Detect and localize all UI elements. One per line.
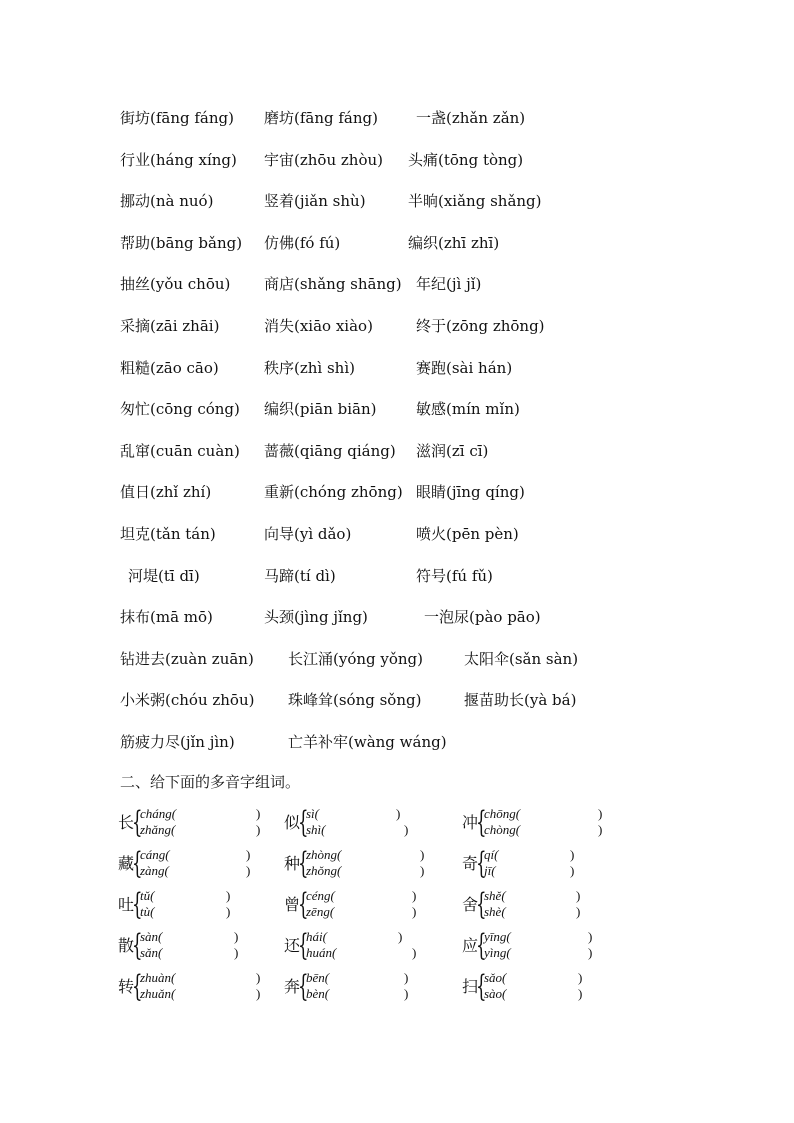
reading: hái(: [306, 929, 327, 944]
vocab-item: 行业(háng xíng): [120, 151, 237, 169]
vocab-item: 坦克(tǎn tán): [120, 525, 216, 543]
close-paren: ): [234, 945, 239, 960]
vocab-item: 亡羊补牢(wàng wáng): [288, 733, 447, 751]
polyphone-group: [118, 888, 268, 922]
close-paren: ): [412, 945, 417, 960]
vocab-item: 一泡尿(pào pāo): [424, 608, 541, 626]
brace-icon: {: [132, 887, 143, 922]
reading: yīng(: [484, 929, 511, 944]
vocab-item: 钻进去(zuàn zuān): [120, 650, 254, 668]
reading: shè(: [484, 904, 506, 919]
reading: shì(: [306, 822, 326, 837]
vocab-item: 值日(zhǐ zhí): [120, 483, 212, 501]
vocab-item: 太阳伞(sǎn sàn): [464, 650, 579, 668]
reading: jī(: [484, 863, 496, 878]
reading: tǔ(: [140, 888, 155, 903]
polyphone-char: 还: [284, 936, 301, 955]
reading: zàng(: [140, 863, 169, 878]
vocab-item: 秩序(zhì shì): [264, 359, 355, 377]
reading: sào(: [484, 986, 507, 1001]
vocab-item: 竖着(jiǎn shù): [264, 192, 366, 210]
brace-icon: {: [132, 928, 143, 963]
reading: chōng(: [484, 806, 521, 821]
polyphone-group: [284, 929, 434, 963]
polyphone-char: 似: [284, 813, 301, 832]
reading: huán(: [306, 945, 337, 960]
vocab-item: 眼睛(jīng qíng): [416, 483, 525, 501]
close-paren: ): [570, 847, 575, 862]
close-paren: ): [398, 929, 403, 944]
reading: zhòng(: [306, 847, 342, 862]
polyphone-char: 散: [118, 936, 135, 955]
close-paren: ): [404, 986, 409, 1001]
reading: zhǎng(: [140, 822, 176, 837]
close-paren: ): [256, 822, 261, 837]
vocab-item: 符号(fú fǔ): [416, 567, 493, 585]
reading: bēn(: [306, 970, 330, 985]
polyphone-char: 舍: [462, 895, 479, 914]
polyphone-group: [462, 929, 612, 963]
vocab-item: 揠苗助长(yà bá): [464, 691, 577, 709]
polyphone-char: 吐: [118, 895, 135, 914]
brace-icon: {: [298, 969, 309, 1004]
close-paren: ): [226, 888, 231, 903]
vocab-item: 抹布(mā mō): [120, 608, 213, 626]
vocab-item: 半晌(xiǎng shǎng): [408, 192, 542, 210]
polyphone-group: [118, 929, 268, 963]
reading: cáng(: [140, 847, 170, 862]
polyphone-char: 曾: [284, 895, 301, 914]
close-paren: ): [246, 847, 251, 862]
reading: chòng(: [484, 822, 521, 837]
vocab-item: 编织(zhī zhī): [408, 234, 500, 252]
vocab-item: 匆忙(cōng cóng): [120, 400, 240, 418]
polyphone-char: 藏: [118, 854, 135, 873]
close-paren: ): [598, 822, 603, 837]
brace-icon: {: [476, 846, 487, 881]
reading: shě(: [484, 888, 506, 903]
brace-icon: {: [476, 805, 487, 840]
close-paren: ): [588, 945, 593, 960]
vocab-item: 蔷薇(qiāng qiáng): [264, 442, 396, 460]
close-paren: ): [578, 986, 583, 1001]
polyphone-group: [284, 970, 434, 1004]
vocab-item: 滋润(zī cī): [416, 442, 489, 460]
reading: zēng(: [306, 904, 335, 919]
polyphone-char: 冲: [462, 813, 479, 832]
polyphone-group: [462, 806, 612, 840]
vocab-item: 帮助(bāng bǎng): [120, 234, 243, 252]
close-paren: ): [576, 904, 581, 919]
reading: yìng(: [484, 945, 511, 960]
close-paren: ): [256, 806, 261, 821]
vocab-item: 乱窜(cuān cuàn): [120, 442, 240, 460]
polyphone-char: 转: [118, 977, 135, 996]
vocab-item: 长江涌(yóng yǒng): [288, 650, 424, 668]
vocab-item: 商店(shǎng shāng): [264, 275, 402, 293]
reading: zhuǎn(: [140, 986, 176, 1001]
close-paren: ): [404, 970, 409, 985]
polyphone-char: 奇: [462, 854, 479, 873]
vocab-item: 磨坊(fāng fáng): [264, 109, 378, 127]
brace-icon: {: [298, 805, 309, 840]
vocab-item: 马蹄(tí dì): [264, 567, 336, 585]
polyphone-group: [462, 888, 612, 922]
vocab-item: 年纪(jì jǐ): [416, 275, 482, 293]
polyphone-group: [118, 970, 268, 1004]
reading: cháng(: [140, 806, 177, 821]
polyphone-char: 种: [284, 854, 301, 873]
close-paren: ): [570, 863, 575, 878]
brace-icon: {: [298, 846, 309, 881]
close-paren: ): [420, 847, 425, 862]
reading: zhuàn(: [140, 970, 176, 985]
reading: sàn(: [140, 929, 163, 944]
vocab-item: 重新(chóng zhōng): [264, 483, 403, 501]
polyphone-group: [284, 806, 434, 840]
vocab-item: 赛跑(sài hán): [416, 359, 513, 377]
vocab-item: 向导(yì dǎo): [264, 525, 352, 543]
close-paren: ): [226, 904, 231, 919]
vocab-item: 珠峰耸(sóng sǒng): [288, 691, 422, 709]
polyphone-group: [462, 847, 612, 881]
close-paren: ): [234, 929, 239, 944]
vocab-item: 编织(piān biān): [264, 400, 377, 418]
brace-icon: {: [298, 887, 309, 922]
polyphone-char: 扫: [462, 977, 479, 996]
brace-icon: {: [132, 969, 143, 1004]
vocab-item: 抽丝(yǒu chōu): [120, 275, 231, 293]
reading: sì(: [306, 806, 319, 821]
vocab-item: 小米粥(chóu zhōu): [120, 691, 255, 709]
vocab-item: 敏感(mín mǐn): [416, 400, 520, 418]
vocab-item: 街坊(fāng fáng): [120, 109, 234, 127]
brace-icon: {: [476, 887, 487, 922]
vocab-item: 头痛(tōng tòng): [408, 151, 524, 169]
vocab-item: 消失(xiāo xiào): [264, 317, 373, 335]
reading: sǎo(: [484, 970, 507, 985]
vocab-item: 一盏(zhǎn zǎn): [416, 109, 526, 127]
polyphone-group: [118, 806, 268, 840]
vocab-item: 宇宙(zhōu zhòu): [264, 151, 383, 169]
reading: bèn(: [306, 986, 330, 1001]
vocab-item: 终于(zōng zhōng): [416, 317, 545, 335]
brace-icon: {: [132, 846, 143, 881]
brace-icon: {: [476, 928, 487, 963]
polyphone-char: 长: [118, 813, 135, 832]
polyphone-group: [118, 847, 268, 881]
polyphone-group: [284, 888, 434, 922]
close-paren: ): [256, 986, 261, 1001]
close-paren: ): [412, 904, 417, 919]
close-paren: ): [396, 806, 401, 821]
vocab-item: 挪动(nà nuó): [120, 192, 214, 210]
close-paren: ): [576, 888, 581, 903]
close-paren: ): [598, 806, 603, 821]
reading: qí(: [484, 847, 499, 862]
close-paren: ): [420, 863, 425, 878]
close-paren: ): [256, 970, 261, 985]
reading: céng(: [306, 888, 335, 903]
polyphone-group: [462, 970, 612, 1004]
vocab-item: 粗糙(zāo cāo): [120, 359, 219, 377]
vocab-item: 仿佛(fó fú): [264, 234, 341, 252]
reading: tù(: [140, 904, 155, 919]
vocab-item: 采摘(zāi zhāi): [120, 317, 220, 335]
vocab-item: 筋疲力尽(jǐn jìn): [120, 733, 235, 751]
vocab-item: 河堤(tī dī): [128, 567, 200, 585]
close-paren: ): [588, 929, 593, 944]
section-title: 二、给下面的多音字组词。: [120, 773, 301, 791]
vocab-item: 头颈(jìng jǐng): [264, 608, 368, 626]
close-paren: ): [246, 863, 251, 878]
reading: sǎn(: [140, 945, 163, 960]
close-paren: ): [404, 822, 409, 837]
polyphone-char: 应: [462, 936, 479, 955]
polyphone-char: 奔: [284, 977, 301, 996]
polyphone-group: [284, 847, 434, 881]
brace-icon: {: [132, 805, 143, 840]
brace-icon: {: [476, 969, 487, 1004]
brace-icon: {: [298, 928, 309, 963]
reading: zhǒng(: [306, 863, 342, 878]
close-paren: ): [412, 888, 417, 903]
close-paren: ): [578, 970, 583, 985]
vocab-item: 喷火(pēn pèn): [416, 525, 519, 543]
